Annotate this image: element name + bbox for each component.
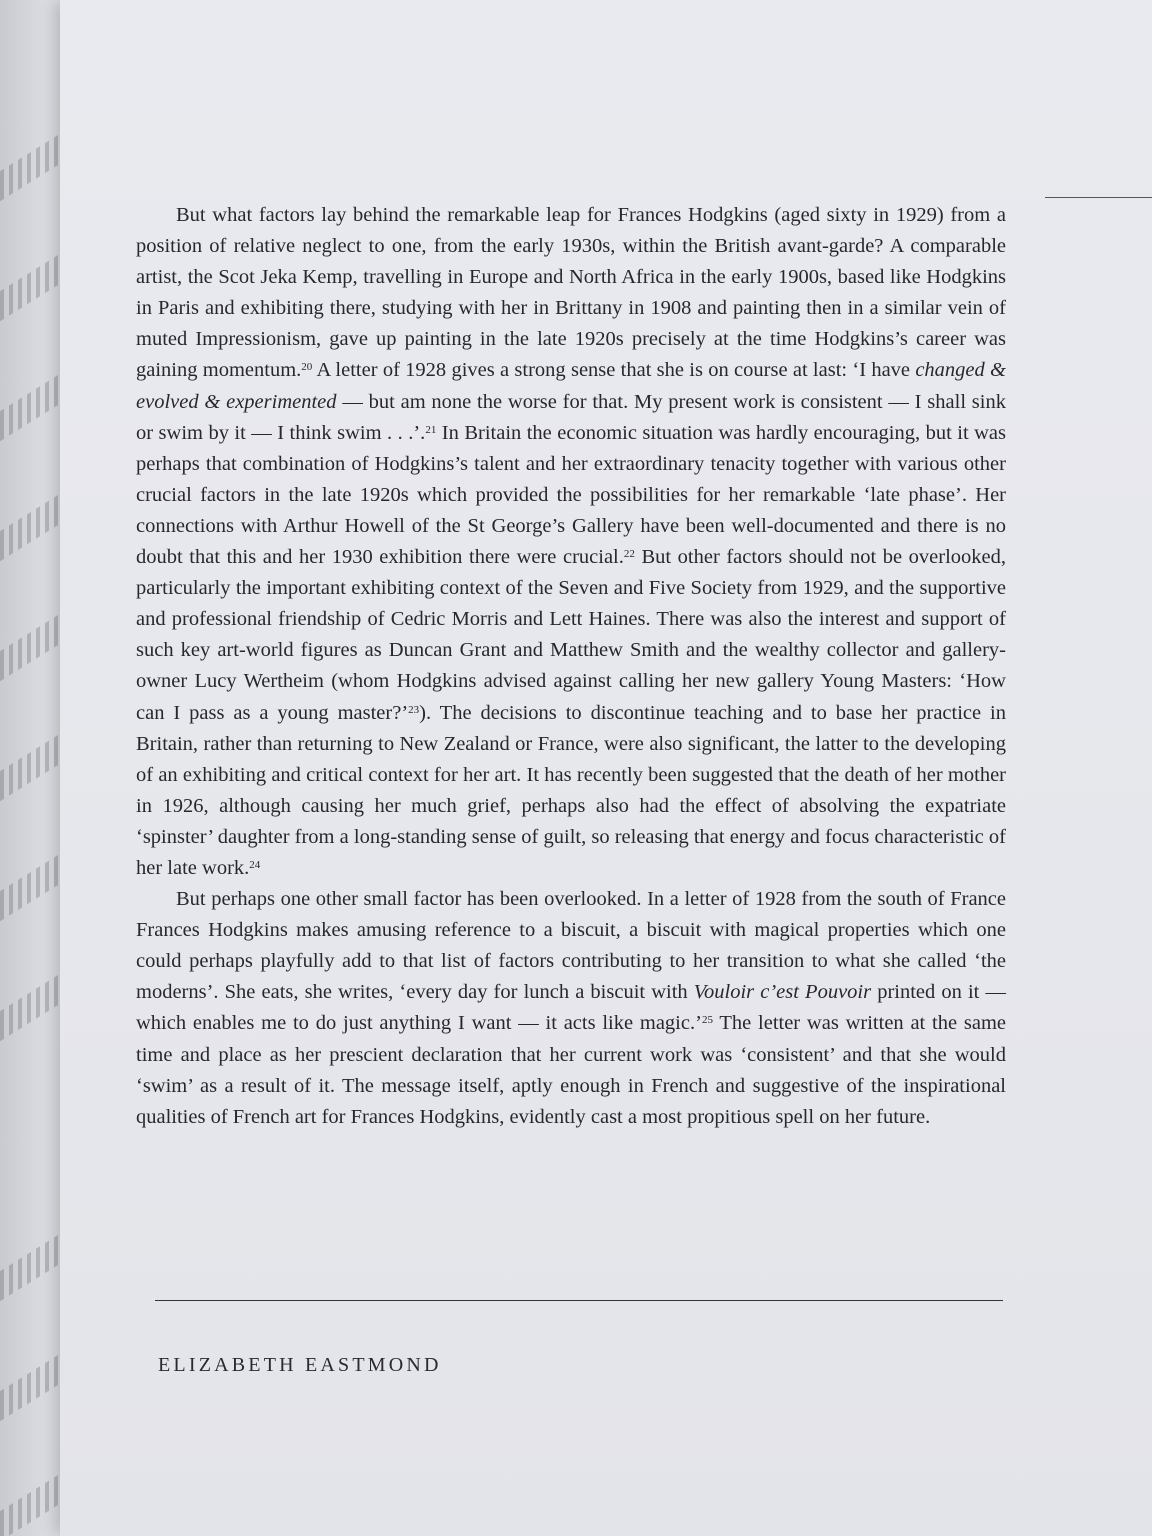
paragraph-1 <box>136 200 1006 884</box>
header-rule <box>1045 197 1152 198</box>
footnote-ref-20: 20 <box>301 361 313 374</box>
italic-motto: Vouloir c’est Pouvoir <box>693 981 872 1004</box>
text-run: printed on it — which enables me to do just anything I want — it acts like magic.’ <box>136 981 1006 1035</box>
body-text <box>136 200 1006 1133</box>
footnote-ref-22: 22 <box>623 547 635 560</box>
footnote-ref-21: 21 <box>425 423 437 436</box>
text-run: A letter of 1928 gives a strong sense that she is on course at last: ‘I have <box>312 359 916 382</box>
paragraph-2 <box>136 884 1006 1133</box>
text-run: But other factors should not be overlooked, particularly the important exhibiting context of the Seven and Five Society from 1929, and the supportive and professional friendship of Cedric Morris and Lett Haines. There was also the interest and support of such key art-world figures as Duncan Grant and Matthew Smith and the wealthy collector and gallery-owner Lucy Wertheim (whom Hodgkins advised against calling her new gallery Young Masters: ‘How can I pass as a young master?’ <box>136 546 1007 724</box>
footnote-ref-23: 23 <box>408 703 420 716</box>
text-run: In Britain the economic situation was hardly encouraging, but it was perhaps that combination of Hodgkins’s talent and her extraordinary tenacity together with various other crucial factors in the late 1920s which provided the possibilities for her remarkable ‘late phase’. Her connections with Arthur Howell of the St George’s Gallery have been well-documented and there is no doubt that this and her 1930 exhibition there were crucial. <box>136 421 1006 569</box>
footer-rule <box>155 1300 1003 1301</box>
footnote-ref-25: 25 <box>701 1014 713 1027</box>
author-name: ELIZABETH EASTMOND <box>158 1354 442 1376</box>
text-run: The letter was written at the same time and place as her prescient declaration that her current work was ‘consistent’ and that she would ‘swim’ as a result of it. The message itself, aptly enough in French and suggestive of the inspirational qualities of French art for Frances Hodgkins, evidently cast a most propitious spell on her future. <box>136 1012 1006 1128</box>
text-run: ). The decisions to discontinue teaching and to base her practice in Britain, rather than returning to New Zealand or France, were also significant, the latter to the developing of an exhibiting and critical context for her art. It has recently been suggested that the death of her mother in 1926, although causing her much grief, perhaps also had the effect of absolving the expatriate ‘spinster’ daughter from a long-standing sense of guilt, so releasing that energy and focus characteristic of her late work. <box>136 701 1006 879</box>
text-run: — but am none the worse for that. My present work is consistent — I shall sink or swim by it — I think swim . . .’. <box>136 390 1006 444</box>
text-run: But perhaps one other small factor has been overlooked. In a letter of 1928 from the south of France Frances Hodgkins makes amusing reference to a biscuit, a biscuit with magical properties which one could perhaps playfully add to that list of factors contributing to her transition to what she called ‘the moderns’. She eats, she writes, ‘every day for lunch a biscuit with <box>136 888 1006 1004</box>
text-run: But what factors lay behind the remarkable leap for Frances Hodgkins (aged sixty in 1929) from a position of relative neglect to one, from the early 1930s, within the British avant-garde? A comparable artist, the Scot Jeka Kemp, travelling in Europe and North Africa in the early 1900s, based like Hodgkins in Paris and exhibiting there, studying with her in Brittany in 1908 and painting then in a similar vein of muted Impressionism, gave up painting in the late 1920s precisely at the time Hodgkins’s career was gaining momentum. <box>136 204 1006 382</box>
italic-quote: changed & evolved & experimented <box>136 359 1006 413</box>
footnote-ref-24: 24 <box>249 858 261 871</box>
